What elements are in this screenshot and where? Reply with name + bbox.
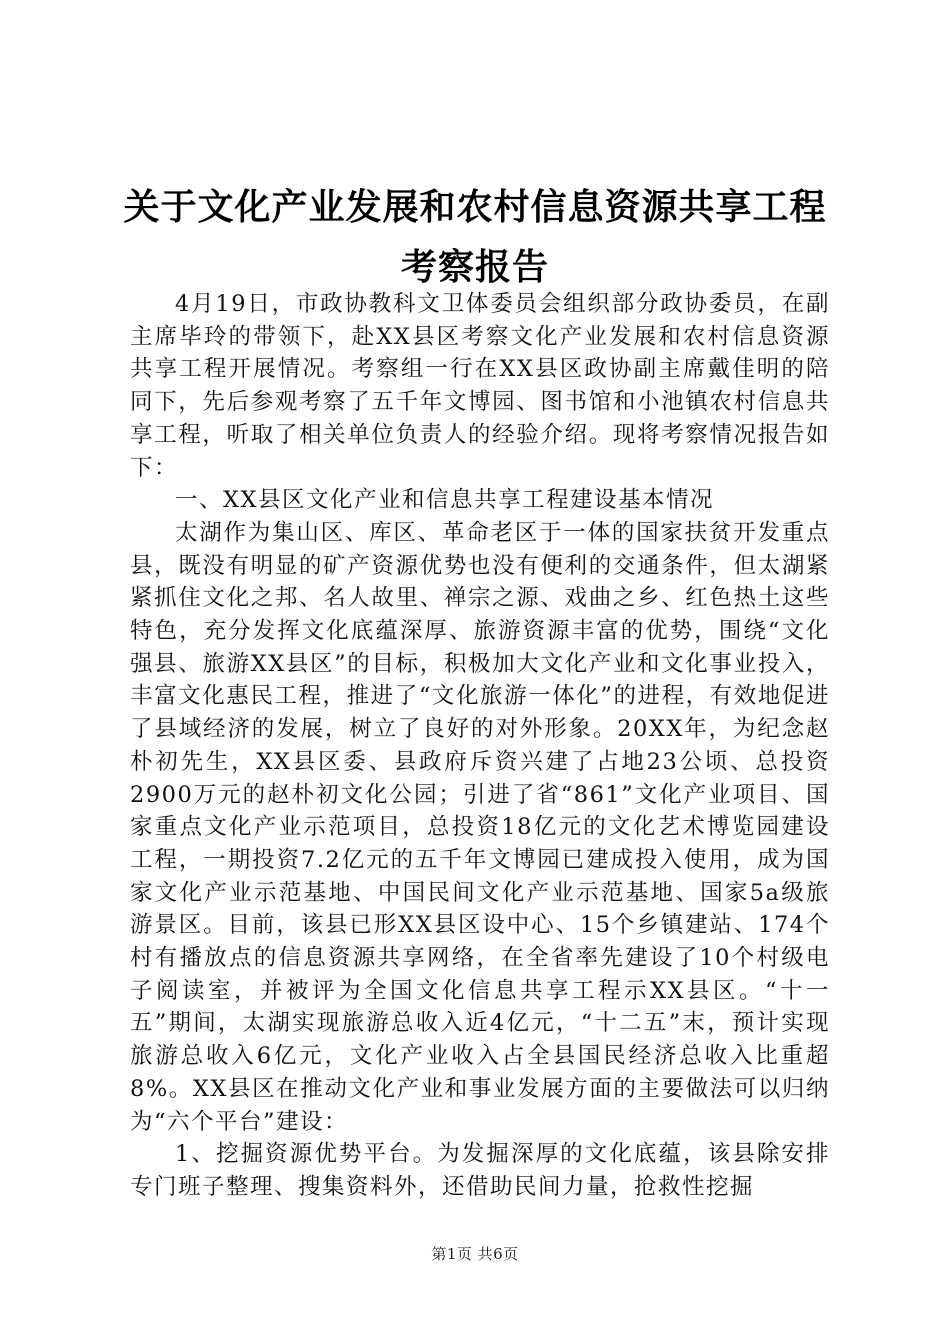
document-title: 关于文化产业发展和农村信息资源共享工程考察报告 [123, 187, 827, 288]
page-footer: 第1页 共6页 [431, 1245, 519, 1263]
paragraph-intro: 4月19日，市政协教科文卫体委员会组织部分政协委员，在副主席毕玲的带领下，赴XX县区考察文化产业发展和农村信息资源共享工程开展情况。考察组一行在XX县区政协副主席戴佳明的陪同下，先后参观考察了五千年文博园、图书馆和小池镇农村信息共享工程，听取了相关单位负责人的经验介绍。现将考察情况报告如下： [130, 291, 830, 481]
document-body [130, 288, 830, 1204]
paragraph-item-1: 1、挖掘资源优势平台。为发掘深厚的文化底蕴，该县除安排专门班子整理、搜集资料外，还借助民间力量，抢救性挖掘 [130, 1141, 830, 1200]
paragraph-overview: 太湖作为集山区、库区、革命老区于一体的国家扶贫开发重点县，既没有明显的矿产资源优势也没有便利的交通条件，但太湖紧紧抓住文化之邦、名人故里、禅宗之源、戏曲之乡、红色热土这些特色，充分发挥文化底蕴深厚、旅游资源丰富的优势，围绕“文化强县、旅游XX县区”的目标，积极加大文化产业和文化事业投入，丰富文化惠民工程，推进了“文化旅游一体化”的进程，有效地促进了县域经济的发展，树立了良好的对外形象。20XX年，为纪念赵朴初先生，XX县区委、县政府斥资兴建了占地23公顷、总投资2900万元的赵朴初文化公园；引进了省“861”文化产业项目、国家重点文化产业示范项目，总投资18亿元的文化艺术博览园建设工程，一期投资7.2亿元的五千年文博园已建成投入使用，成为国家文化产业示范基地、中国民间文化产业示范基地、国家5a级旅游景区。目前，该县已形XX县区设中心、15个乡镇建站、174个村有播放点的信息资源共享网络，在全省率先建设了10个村级电子阅读室，并被评为全国文化信息共享工程示XX县区。“十一五”期间，太湖实现旅游总收入近4亿元，“十二五”末，预计实现旅游总收入6亿元，文化产业收入占全县国民经济总收入比重超8%。XX县区在推动文化产业和事业发展方面的主要做法可以归纳为“六个平台”建设： [130, 519, 830, 1135]
section-heading-1: 一、XX县区文化产业和信息共享工程建设基本情况 [175, 487, 715, 514]
